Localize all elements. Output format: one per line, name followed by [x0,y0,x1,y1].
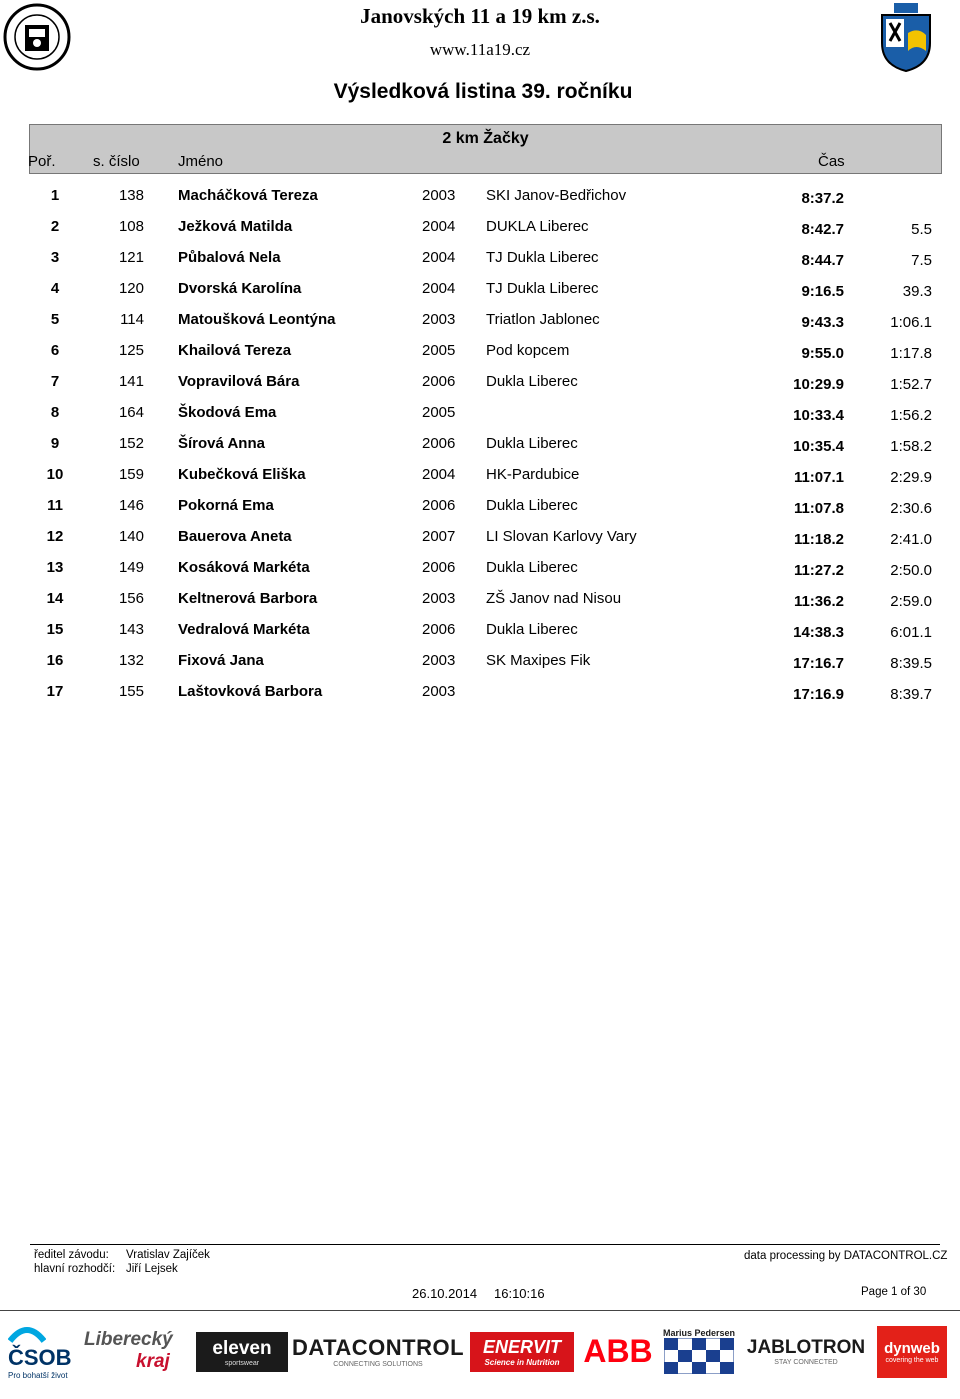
table-row [0,590,960,621]
table-row [0,218,960,249]
page-number: Page 1 of 30 [861,1286,927,1298]
sponsor-eleven-sub: sportswear [224,1359,260,1367]
sponsor-liberecky-kraj-logo [84,1322,190,1380]
table-row [0,187,960,218]
table-row [0,466,960,497]
result-gap: 2:29.9 [890,469,932,486]
sponsor-liberecky-name: Liberecký [84,1329,173,1350]
result-rank: 13 [46,559,64,576]
result-club: LI Slovan Karlovy Vary [486,528,637,545]
column-header-bib: s. číslo [93,153,140,170]
result-time: 10:35.4 [793,438,844,455]
result-birth-year: 2003 [422,652,456,669]
result-gap: 1:06.1 [890,314,932,331]
result-time: 10:33.4 [793,407,844,424]
result-birth-year: 2003 [422,683,456,700]
column-header-name: Jméno [178,153,224,170]
result-name: Fixová Jana [178,652,264,669]
result-gap: 8:39.5 [890,655,932,672]
result-rank: 10 [46,466,64,483]
result-club: DUKLA Liberec [486,218,589,235]
result-bib-number: 138 [118,187,144,204]
sponsor-csob-logo [8,1322,78,1380]
result-bib-number: 114 [120,311,144,328]
result-rank: 8 [50,404,60,421]
sponsor-dynweb-name: dynweb [884,1340,940,1357]
result-bib-number: 156 [118,590,144,607]
result-gap: 5.5 [911,221,932,238]
result-club: Dukla Liberec [486,559,578,576]
result-time: 14:38.3 [793,624,844,641]
table-row [0,497,960,528]
result-birth-year: 2004 [422,249,456,266]
result-bib-number: 132 [118,652,144,669]
result-time: 17:16.9 [793,686,844,703]
result-bib-number: 159 [118,466,144,483]
result-rank: 5 [50,311,60,328]
result-name: Keltnerová Barbora [178,590,318,607]
result-time: 11:36.2 [793,593,844,610]
result-time: 9:43.3 [801,314,844,331]
sponsor-datacontrol-name: DATACONTROL [291,1334,465,1360]
result-time: 8:37.2 [801,190,844,207]
sponsor-jablotron-name: JABLOTRON [746,1336,866,1358]
sponsor-datacontrol-logo [292,1322,464,1380]
result-time: 11:07.8 [793,500,844,517]
result-gap: 8:39.7 [890,686,932,703]
result-rank: 14 [46,590,64,607]
result-name: Kosáková Markéta [178,559,310,576]
result-rank: 16 [46,652,64,669]
csob-wave-icon [8,1323,46,1345]
sponsor-jablotron-logo [740,1322,872,1380]
table-row [0,373,960,404]
result-name: Laštovková Barbora [178,683,323,700]
result-bib-number: 155 [118,683,144,700]
result-name: Khailová Tereza [178,342,292,359]
result-name: Kubečková Eliška [178,466,306,483]
result-gap: 1:56.2 [890,407,932,424]
result-name: Bauerova Aneta [178,528,292,545]
sponsor-eleven-logo [196,1332,288,1372]
result-bib-number: 149 [118,559,144,576]
result-gap: 39.3 [902,283,932,300]
result-gap: 2:59.0 [890,593,932,610]
sponsor-marius-pedersen-logo [662,1322,736,1380]
footer-divider [30,1244,940,1245]
result-gap: 1:52.7 [890,376,932,393]
result-club: Pod kopcem [486,342,570,359]
result-gap: 1:17.8 [890,345,932,362]
result-birth-year: 2006 [422,373,456,390]
result-birth-year: 2003 [422,590,456,607]
result-name: Půbalová Nela [178,249,281,266]
result-birth-year: 2004 [422,466,456,483]
table-row [0,311,960,342]
print-time: 16:10:16 [494,1286,545,1301]
sponsor-marius-name: Marius Pedersen [662,1328,736,1338]
sponsor-dynweb-logo [877,1326,947,1378]
result-club: ZŠ Janov nad Nisou [486,590,622,607]
referee-name: Jiří Lejsek [126,1263,178,1275]
result-birth-year: 2005 [422,404,456,421]
result-time: 17:16.7 [793,655,844,672]
result-time: 11:27.2 [793,562,844,579]
result-bib-number: 125 [118,342,144,359]
organizer-title: Janovských 11 a 19 km z.s. [360,4,600,28]
result-club: Dukla Liberec [486,621,578,638]
sponsor-csob-name: ČSOB [8,1344,72,1370]
result-birth-year: 2006 [422,497,456,514]
result-gap: 2:50.0 [890,562,932,579]
result-gap: 2:30.6 [890,500,932,517]
sponsor-kraj-name: kraj [136,1351,170,1372]
table-row [0,435,960,466]
print-date: 26.10.2014 [412,1286,478,1301]
result-name: Škodová Ema [178,404,277,421]
result-time: 11:07.1 [793,469,844,486]
result-birth-year: 2005 [422,342,456,359]
result-name: Vedralová Markéta [178,621,310,638]
column-header-time: Čas [818,153,845,170]
table-row [0,621,960,652]
result-rank: 7 [50,373,60,390]
result-gap: 7.5 [911,252,932,269]
sponsor-enervit-logo [470,1332,574,1372]
sponsor-datacontrol-sub: CONNECTING SOLUTIONS [333,1360,423,1368]
result-rank: 12 [46,528,64,545]
result-bib-number: 152 [118,435,144,452]
result-birth-year: 2003 [422,187,456,204]
result-name: Šírová Anna [178,435,265,452]
result-birth-year: 2006 [422,559,456,576]
result-time: 9:16.5 [801,283,844,300]
sponsor-dynweb-sub: covering the web [885,1357,939,1364]
result-rank: 3 [50,249,60,266]
table-row [0,652,960,683]
data-processing-credit: data processing by DATACONTROL.CZ [744,1250,948,1262]
column-header-rank: Poř. [28,153,56,170]
result-club: Dukla Liberec [486,497,578,514]
result-name: Pokorná Ema [178,497,274,514]
result-time: 10:29.9 [793,376,844,393]
result-club: TJ Dukla Liberec [486,249,599,266]
result-bib-number: 141 [118,373,144,390]
marius-checker-icon [664,1338,734,1374]
result-time: 8:42.7 [801,221,844,238]
result-bib-number: 108 [118,218,144,235]
result-name: Macháčková Tereza [178,187,318,204]
sponsor-divider [0,1310,960,1311]
director-name: Vratislav Zajíček [126,1249,210,1261]
table-row [0,528,960,559]
result-club: SK Maxipes Fik [486,652,591,669]
sponsor-abb-logo: ABB [583,1332,653,1369]
sponsor-csob-slogan: Pro bohatší život [8,1370,68,1380]
referee-label: hlavní rozhodčí: [34,1263,116,1275]
result-club: HK-Pardubice [486,466,580,483]
result-bib-number: 121 [118,249,144,266]
result-bib-number: 143 [118,621,144,638]
result-rank: 17 [46,683,64,700]
result-bib-number: 140 [118,528,144,545]
result-name: Ježková Matilda [178,218,293,235]
result-name: Matoušková Leontýna [178,311,336,328]
category-title: 2 km Žačky [442,130,529,147]
result-gap: 1:58.2 [890,438,932,455]
sponsor-eleven-name: eleven [212,1337,272,1359]
result-club: Dukla Liberec [486,373,578,390]
result-birth-year: 2006 [422,435,456,452]
result-birth-year: 2003 [422,311,456,328]
result-rank: 11 [47,497,63,514]
result-rank: 2 [50,218,60,235]
result-bib-number: 120 [118,280,144,297]
director-label: ředitel závodu: [34,1249,109,1261]
sponsor-enervit-name: ENERVIT [482,1337,561,1357]
result-bib-number: 146 [118,497,144,514]
organizer-url[interactable]: www.11a19.cz [429,40,531,59]
result-time: 9:55.0 [801,345,844,362]
result-club: Dukla Liberec [486,435,578,452]
result-bib-number: 164 [118,404,144,421]
result-rank: 1 [50,187,60,204]
result-rank: 15 [46,621,64,638]
result-time: 11:18.2 [793,531,844,548]
result-rank: 4 [50,280,60,297]
result-birth-year: 2004 [422,280,456,297]
result-time: 8:44.7 [801,252,844,269]
result-gap: 6:01.1 [890,624,932,641]
result-rank: 9 [50,435,60,452]
result-birth-year: 2004 [422,218,456,235]
sponsor-enervit-sub: Science in Nutrition [484,1358,560,1367]
table-row [0,559,960,590]
table-row [0,280,960,311]
table-row [0,683,960,714]
municipality-crest-logo [876,3,936,73]
table-row [0,342,960,373]
table-row [0,249,960,280]
result-name: Vopravilová Bára [178,373,300,390]
sponsor-jablotron-sub: STAY CONNECTED [774,1358,838,1366]
result-name: Dvorská Karolína [178,280,302,297]
result-birth-year: 2007 [422,528,456,545]
result-club: TJ Dukla Liberec [486,280,599,297]
result-gap: 2:41.0 [890,531,932,548]
document-title: Výsledková listina 39. ročníku [333,80,633,103]
table-row [0,404,960,435]
result-club: SKI Janov-Bedřichov [486,187,627,204]
result-rank: 6 [50,342,60,359]
result-birth-year: 2006 [422,621,456,638]
result-club: Triatlon Jablonec [486,311,600,328]
